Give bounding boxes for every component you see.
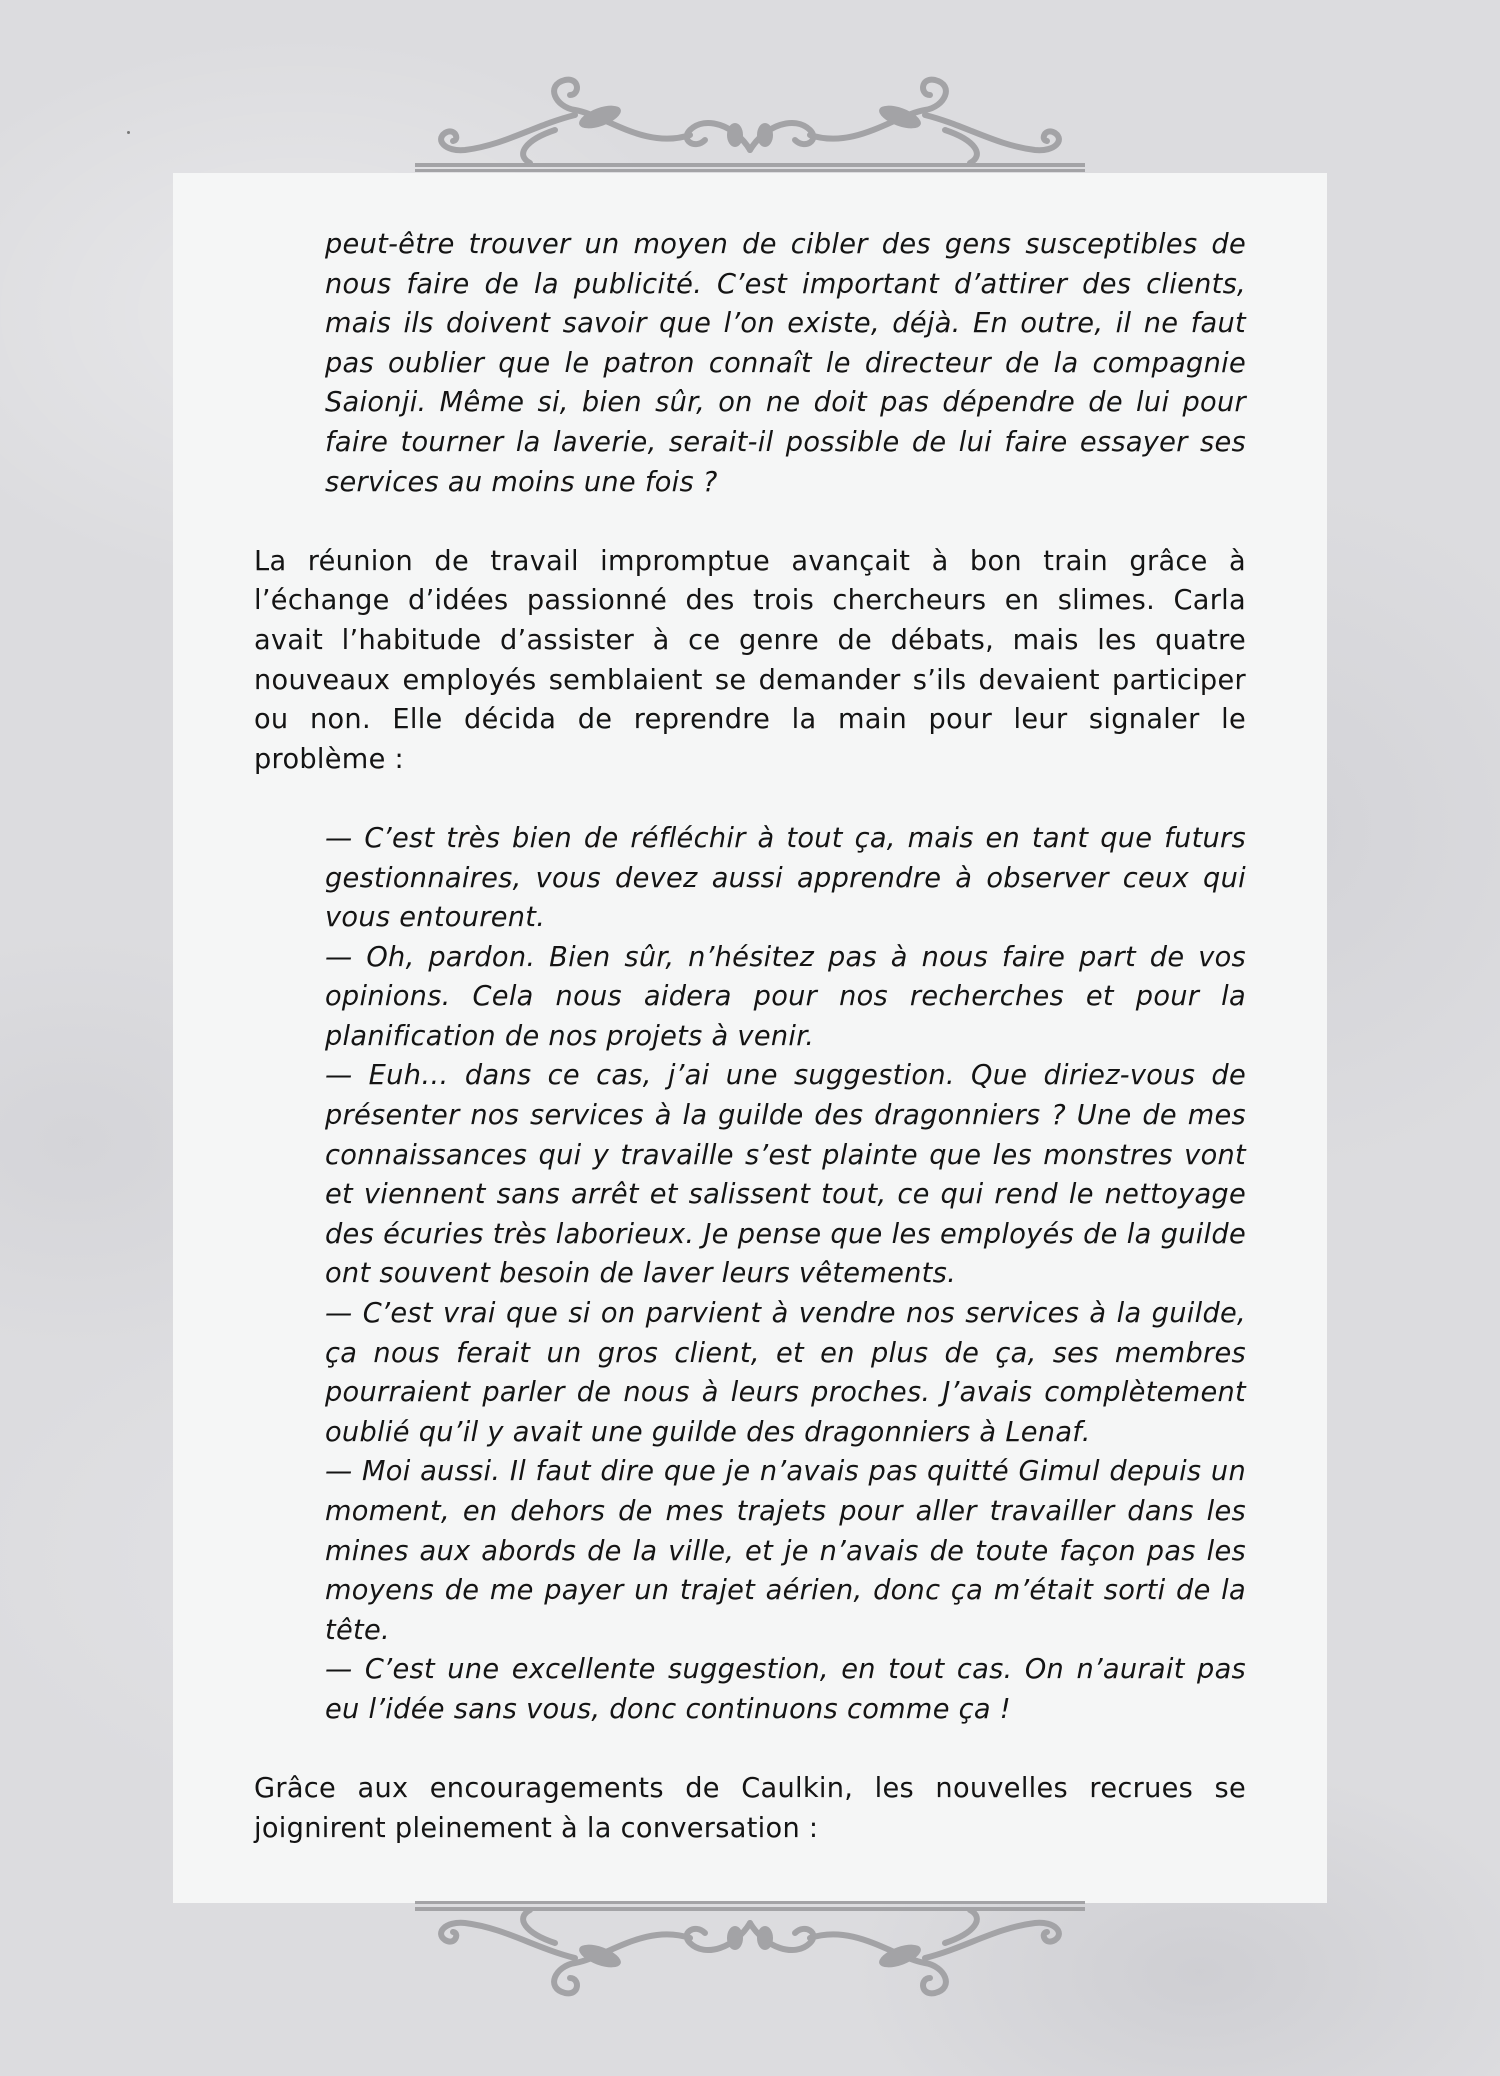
floral-scroll-icon: [405, 1898, 1095, 2018]
dialogue-line: — Oh, pardon. Bien sûr, n’hésitez pas à nous faire part de vos opinions. Cela nous aidera pour nos recherches et pour la planification de nos projets à venir.: [325, 941, 1246, 1052]
dialogue-line: — Moi aussi. Il faut dire que je n’avais pas quitté Gimul depuis un moment, en dehors de mes trajets pour aller travailler dans les mines aux abords de la ville, et je n’avais de toute façon pas les moyens de me payer un trajet aérien, donc ça m’était sorti de la tête.: [325, 1456, 1246, 1646]
dialogue-line: — C’est une excellente suggestion, en tout cas. On n’aurait pas eu l’idée sans vous, donc continuons comme ça !: [325, 1654, 1246, 1725]
background-speck: [127, 131, 130, 134]
dialogue-line: — C’est très bien de réfléchir à tout ça, mais en tant que futurs gestionnaires, vous devez aussi apprendre à observer ceux qui vous entourent.: [325, 822, 1246, 934]
narration-paragraph: La réunion de travail impromptue avançait à bon train grâce à l’échange d’idées passionné des trois chercheurs en slimes. Carla avait l’habitude d’assister à ce genre de débats, mais les quatre nouveaux employés semblaient se demander s’ils devaient participer ou non. Elle décida de reprendre la main pour leur signaler le problème :: [254, 545, 1246, 775]
top-ornament: [405, 55, 1095, 175]
quote-paragraph: peut-être trouver un moyen de cibler des gens susceptibles de nous faire de la publicité. C’est important d’attirer des clients, mais ils doivent savoir que l’on existe, déjà. En outre, il ne faut pas oublier que le patron connaît le directeur de la compagnie Saionji. Même si, bien sûr, on ne doit pas dépendre de lui pour faire tourner la laverie, serait-il possible de lui faire essayer ses services au moins une fois ?: [325, 229, 1246, 498]
narration-paragraph: Grâce aux encouragements de Caulkin, les nouvelles recrues se joignirent pleinement à la conversation :: [254, 1773, 1246, 1844]
dialogue-line: — Euh… dans ce cas, j’ai une suggestion. Que diriez-vous de présenter nos services à la guilde des dragonniers ? Une de mes connaissances qui y travaille s’est plainte que les monstres vont et viennent sans arrêt et salissent tout, ce qui rend le nettoyage des écuries très laborieux. Je pense que les employés de la guilde ont souvent besoin de laver leurs vêtements.: [325, 1060, 1246, 1290]
page-card: [173, 173, 1327, 1903]
bottom-ornament: [405, 1898, 1095, 2018]
document-body: [254, 225, 1246, 1888]
floral-scroll-icon: [405, 55, 1095, 175]
dialogue-line: — C’est vrai que si on parvient à vendre nos services à la guilde, ça nous ferait un gros client, et en plus de ça, ses membres pourraient parler de nous à leurs proches. J’avais complètement oublié qu’il y avait une guilde des dragonniers à Lenaf.: [325, 1298, 1246, 1448]
